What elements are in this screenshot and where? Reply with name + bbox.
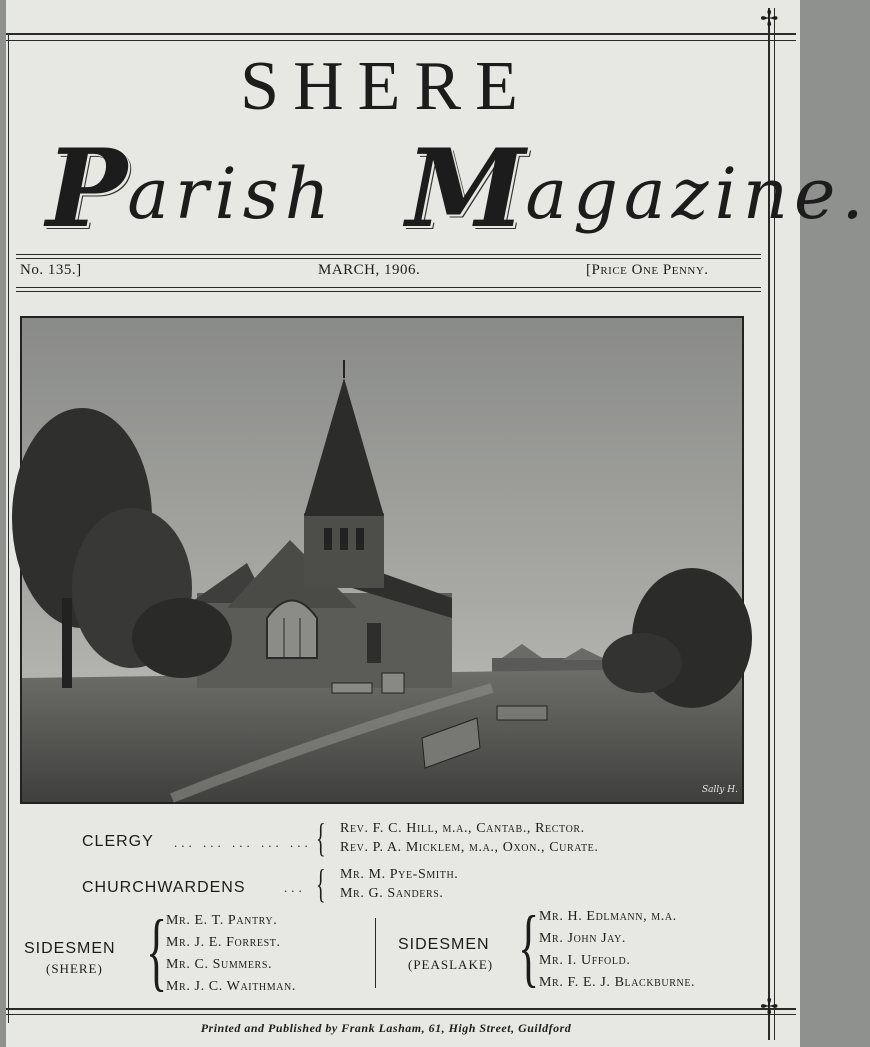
masthead-title-main [46, 126, 870, 252]
church-window [267, 601, 317, 659]
artist-signature: Sally H. [702, 785, 738, 795]
issue-price: [Price One Penny. [586, 262, 709, 278]
masthead-rule-1 [16, 254, 761, 255]
masthead-initial-m: M [405, 126, 526, 252]
masthead-word-parish: arish [127, 153, 336, 235]
sidesman-shere-2: Mr. J. E. Forrest. [166, 935, 281, 950]
sidesman-shere-3: Mr. C. Summers. [166, 957, 273, 972]
top-rule-outer [6, 33, 796, 35]
issue-rule-2 [16, 291, 761, 292]
clergy-brace: { [316, 815, 326, 860]
issue-number: No. 135.] [20, 262, 82, 278]
sidesmen-divider [375, 918, 376, 988]
sidesmen-peaslake-brace: { [518, 899, 540, 996]
corner-ornament-top: ✢ [760, 6, 779, 31]
sidesman-shere-4: Mr. J. C. Waithman. [166, 979, 296, 994]
masthead-initial-p: P [46, 126, 128, 252]
issue-date: MARCH, 1906. [318, 262, 421, 278]
churchwardens-leader: ... [284, 880, 306, 895]
churchwarden-name-2: Mr. G. Sanders. [340, 886, 444, 901]
clergy-leader: ... ... ... ... ... [174, 835, 312, 850]
clergy-label: CLERGY [82, 833, 154, 850]
churchwardens-label: CHURCHWARDENS [82, 879, 246, 896]
sidesman-peaslake-1: Mr. H. Edlmann, m.a. [539, 909, 677, 924]
sidesmen-peaslake-label: SIDESMEN [398, 936, 490, 953]
issue-rule-1 [16, 287, 761, 288]
sidesmen-shere-sub: (SHERE) [46, 961, 103, 976]
masthead-word-magazine: agazine. [525, 153, 870, 235]
clergy-name-curate: Rev. P. A. Micklem, m.a., Oxon., Curate. [340, 840, 599, 855]
church-engraving-svg [22, 318, 742, 802]
left-rule [8, 33, 9, 1023]
sidesman-peaslake-2: Mr. John Jay. [539, 931, 627, 946]
magazine-cover [6, 0, 870, 1047]
sidesman-peaslake-4: Mr. F. E. J. Blackburne. [539, 975, 696, 990]
sidesmen-peaslake-sub: (PEASLAKE) [408, 957, 494, 972]
imprint-footer: Printed and Published by Frank Lasham, 61, High Street, Guildford [200, 1021, 572, 1035]
masthead-title-top: SHERE [240, 48, 532, 125]
bottom-rule-inner [6, 1014, 796, 1015]
churchwarden-name-1: Mr. M. Pye-Smith. [340, 867, 459, 882]
corner-ornament-bottom: ✢ [760, 994, 779, 1019]
sidesmen-shere-label: SIDESMEN [24, 940, 116, 957]
church-illustration [20, 316, 744, 804]
churchwardens-brace: { [316, 861, 326, 906]
sidesman-shere-1: Mr. E. T. Pantry. [166, 913, 278, 928]
masthead-rule-2 [16, 258, 761, 259]
top-rule-inner [6, 40, 796, 41]
bottom-rule-outer [6, 1008, 796, 1010]
sidesman-peaslake-3: Mr. I. Uffold. [539, 953, 631, 968]
issue-row [6, 262, 751, 284]
clergy-name-rector: Rev. F. C. Hill, m.a., Cantab., Rector. [340, 821, 585, 836]
sidesmen-shere-brace: { [146, 903, 168, 1000]
